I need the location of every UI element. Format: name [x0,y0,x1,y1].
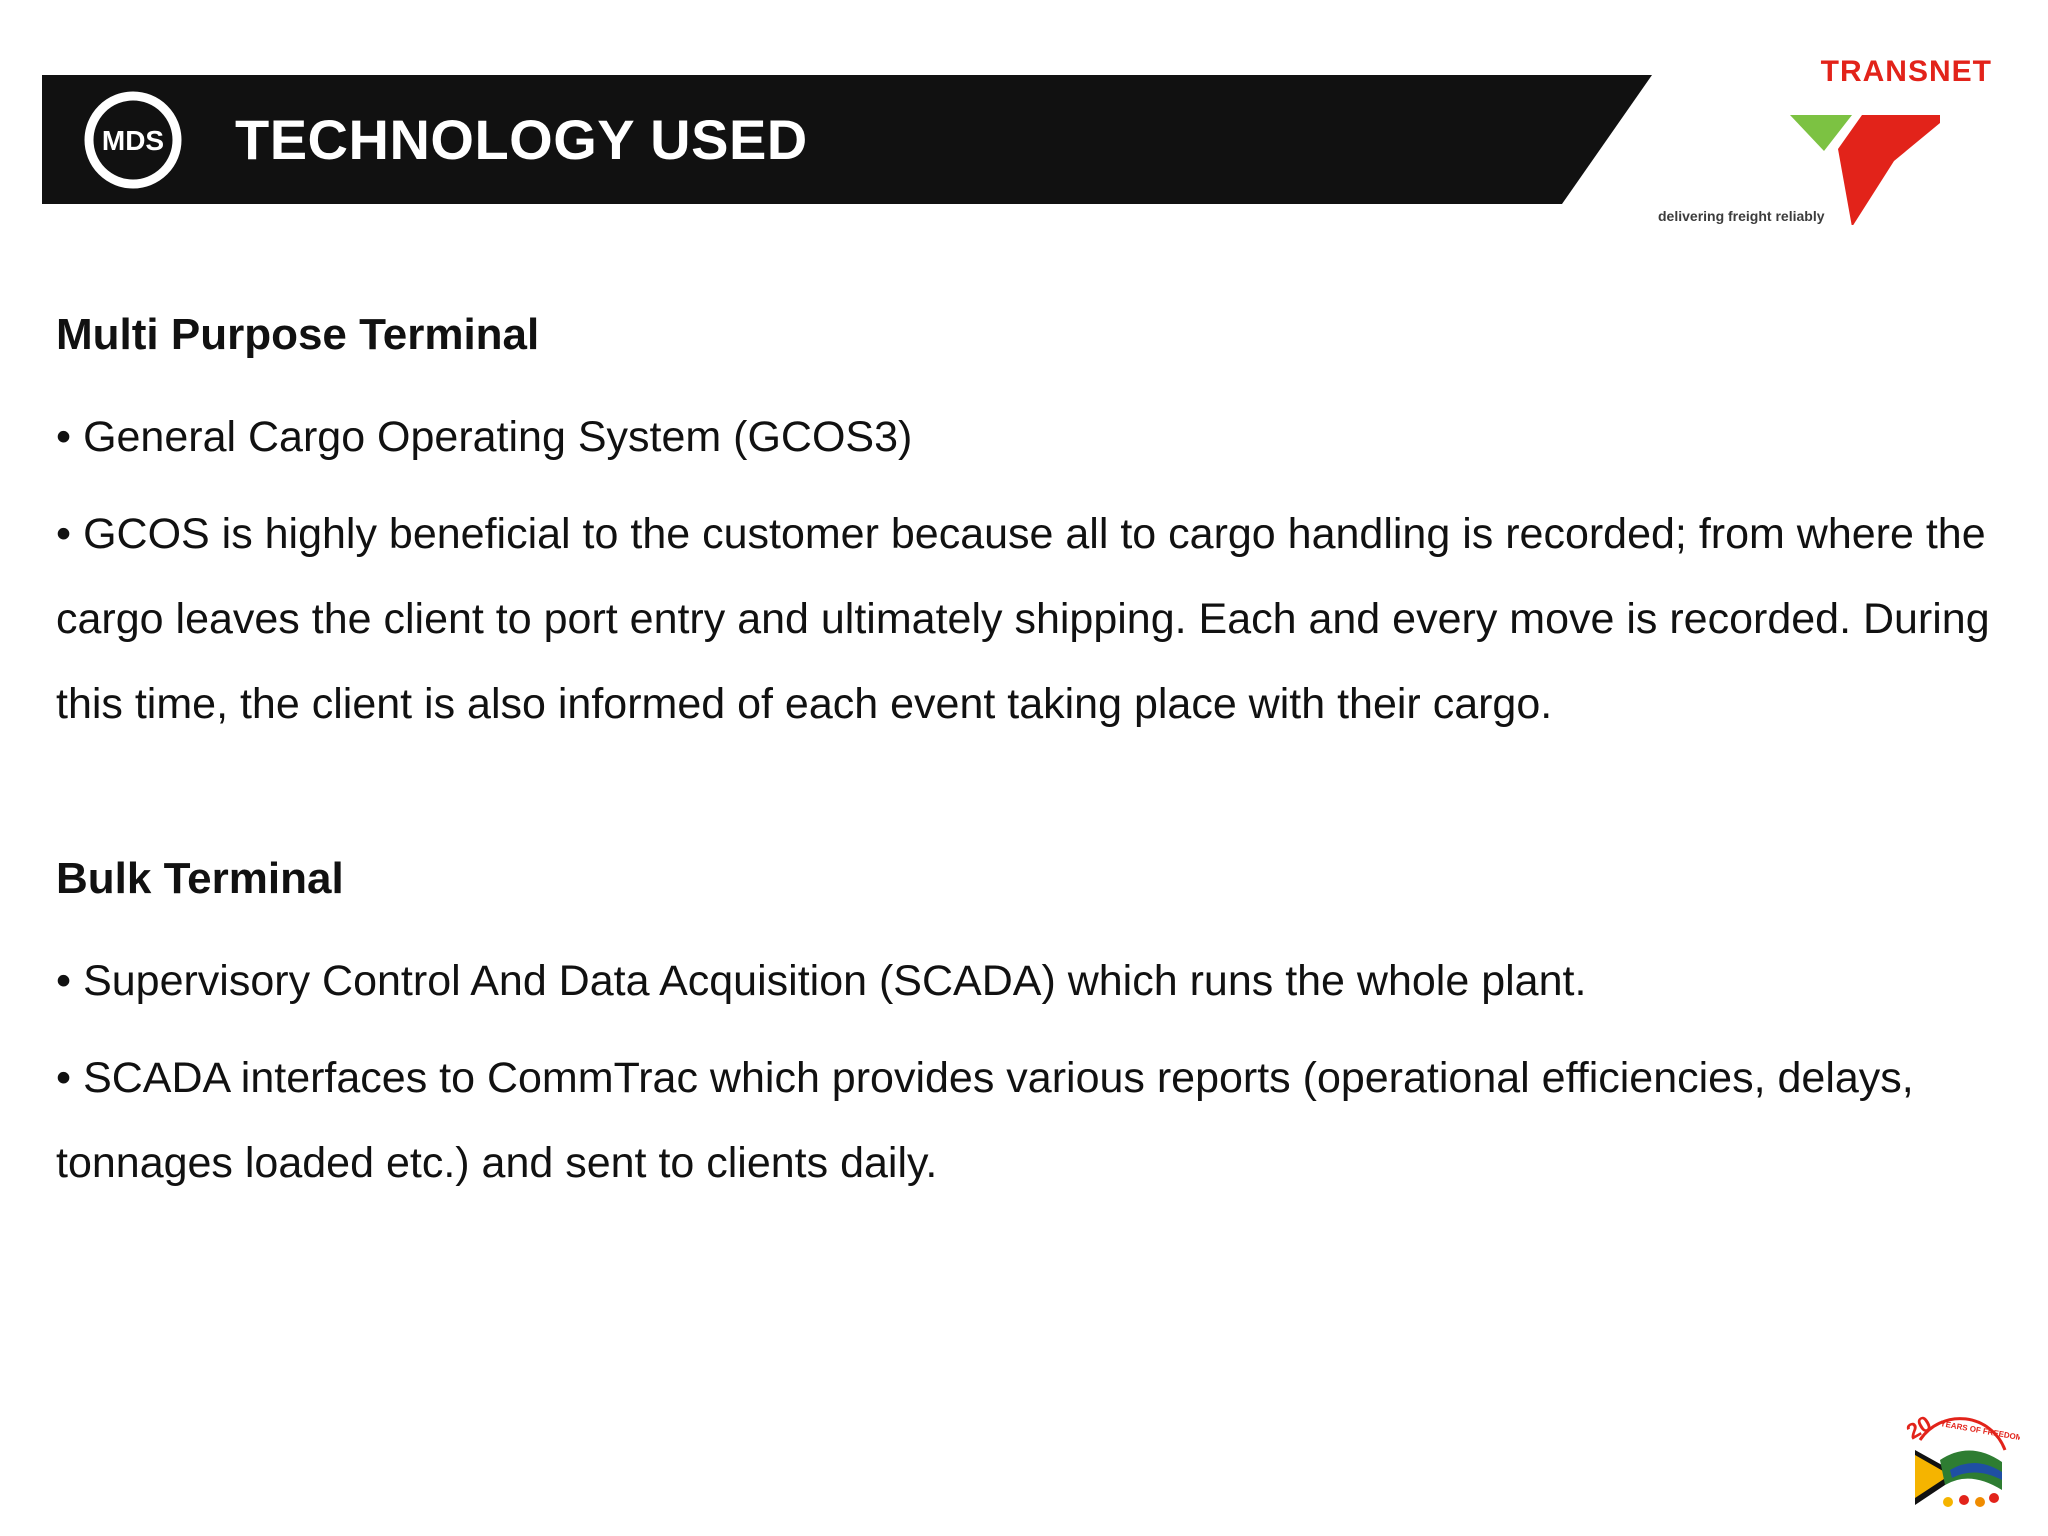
slide-content [56,305,2006,1218]
transnet-tagline: delivering freight reliably [1658,208,1825,224]
section-multi-purpose-terminal [56,305,2006,747]
bullet-item [56,939,2006,1024]
section-spacer [56,759,2006,849]
freedom-badge-logo [1890,1400,2020,1530]
bullet-text: SCADA interfaces to CommTrac which provides various reports (operational efficiencies, delays, tonnages loaded etc.) and sent to clients daily. [56,1054,1914,1187]
section-heading: Bulk Terminal [56,854,344,903]
bullet-item [56,1036,2006,1206]
transnet-wordmark: TRANSNET [1820,55,1992,88]
mds-logo [82,89,184,191]
bullet-item [56,395,2006,480]
bullet-dot: • [56,413,72,461]
mds-logo-text: MDS [101,125,165,156]
section-heading: Multi Purpose Terminal [56,310,540,359]
section-bulk-terminal [56,849,2006,1206]
bullet-item [56,492,2006,747]
page-title: TECHNOLOGY USED [235,108,808,171]
transnet-logo [1650,55,2020,235]
bullet-dot: • [56,510,72,558]
freedom-badge-number: 20 [1902,1410,1936,1445]
freedom-badge-text: YEARS OF FREEDOM [1939,1419,2020,1443]
header-bar [42,75,1652,204]
bullet-text: General Cargo Operating System (GCOS3) [83,413,913,461]
bullet-text: Supervisory Control And Data Acquisition (SCADA) which runs the whole plant. [83,957,1587,1005]
bullet-dot: • [56,957,72,1005]
bullet-dot: • [56,1054,72,1102]
bullet-text: GCOS is highly beneficial to the customer because all to cargo handling is recorded; from where the cargo leaves the client to port entry and ultimately shipping. Each and every move is recorded. During this time, the client is also informed of each event taking place with their cargo. [56,510,1990,728]
